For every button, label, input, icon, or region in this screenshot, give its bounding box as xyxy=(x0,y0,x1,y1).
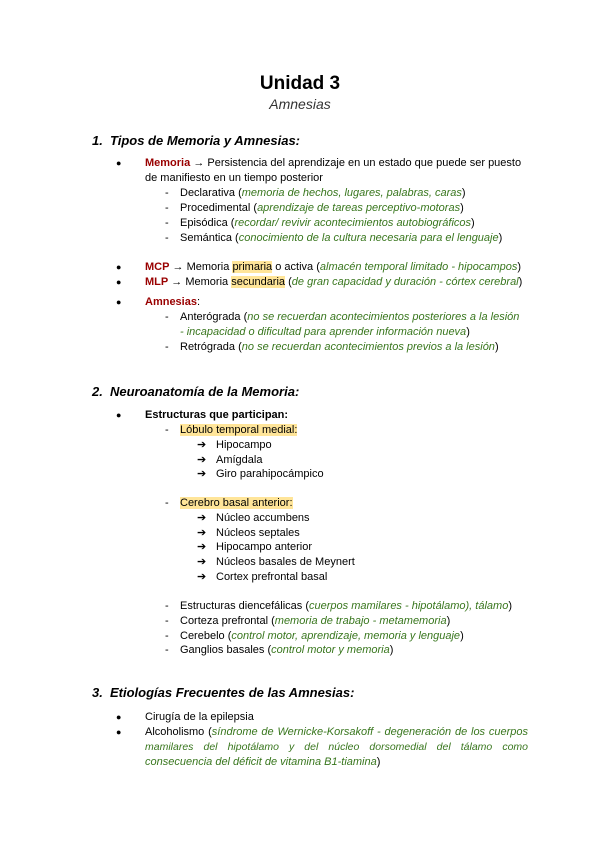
document-title: Unidad 3 xyxy=(259,73,341,94)
arrow-right-icon: ➔ xyxy=(197,556,207,568)
note: control motor y memoria xyxy=(271,644,390,656)
term: Memoria xyxy=(145,157,191,169)
cerebro-label xyxy=(180,496,293,510)
label: Estructuras diencefálicas xyxy=(180,600,303,612)
structures-label: Estructuras que participan: xyxy=(145,409,289,421)
list-item: Cortex prefrontal basal xyxy=(216,571,328,583)
term: MLP xyxy=(145,276,169,288)
memory-type-item: Declarativa (memoria de hechos, lugares, palabras, caras) xyxy=(180,187,466,199)
note: almacén temporal limitado - hipocampos xyxy=(319,261,518,273)
bullet-icon: ● xyxy=(116,727,122,737)
document-subtitle: Amnesias xyxy=(269,96,331,112)
memory-type-item: Episódica (recordar/ revivir acontecimientos autobiográficos) xyxy=(180,217,475,229)
term: MCP xyxy=(145,261,170,273)
section-1-number: 1. xyxy=(92,133,103,148)
bullet-icon: ● xyxy=(116,297,122,307)
etiology-item: Cirugía de la epilepsia xyxy=(145,711,254,723)
structure-item: Ganglios basales (control motor y memoria) xyxy=(180,644,394,656)
section-2-heading: Neuroanatomía de la Memoria: xyxy=(110,384,300,399)
dash-icon: - xyxy=(165,630,169,642)
label: Ganglios basales xyxy=(180,644,265,656)
memory-type-item: Procedimental (aprendizaje de tareas perceptivo-motoras) xyxy=(180,202,464,214)
colon: : xyxy=(196,296,201,308)
label: Alcoholismo xyxy=(145,726,205,738)
structure-item: Estructuras diencefálicas (cuerpos mamilares - hipotálamo), tálamo) xyxy=(180,600,512,612)
label: Cerebelo xyxy=(180,630,225,642)
list-item: Núcleos basales de Meynert xyxy=(216,556,355,568)
etiology-note-cont: consecuencia del déficit de vitamina B1-tiamina) xyxy=(145,756,381,768)
arrow-right-icon: ➔ xyxy=(197,439,207,451)
highlight: Cerebro basal anterior: xyxy=(180,497,293,509)
text: Memoria xyxy=(186,261,230,273)
dash-icon: - xyxy=(165,187,169,199)
mlp-item: MLP → Memoria secundaria (de gran capacidad y duración - córtex cerebral) xyxy=(145,276,523,288)
list-item: Amígdala xyxy=(216,454,263,466)
etiology-note-cont: mamilares del hipotálamo y del núcleo dorsomedial del tálamo como xyxy=(145,741,528,753)
arrow-right-icon: ➔ xyxy=(197,468,207,480)
note: aprendizaje de tareas perceptivo-motoras xyxy=(257,202,461,214)
amnesias-item xyxy=(145,295,200,309)
dash-icon: - xyxy=(165,341,169,353)
arrow-icon: → xyxy=(172,261,184,273)
definition-text-cont: de manifiesto en un tiempo posterior xyxy=(145,172,323,184)
dash-icon: - xyxy=(165,615,169,627)
section-3-heading: Etiologías Frecuentes de las Amnesias: xyxy=(110,685,355,700)
arrow-icon: → xyxy=(171,276,183,288)
list-item: Núcleos septales xyxy=(216,527,300,539)
dash-icon: - xyxy=(165,217,169,229)
note: no se recuerdan acontecimientos previos a la lesión xyxy=(241,341,495,353)
bullet-icon: ● xyxy=(116,262,122,272)
section-2-number: 2. xyxy=(92,384,103,399)
text: o activa xyxy=(275,261,314,273)
etiology-item: Alcoholismo (síndrome de Wernicke-Korsakoff - degeneración de los cuerpos xyxy=(145,726,528,738)
dash-icon: - xyxy=(165,424,169,436)
text: Memoria xyxy=(185,276,229,288)
anterograda-item: Anterógrada (no se recuerdan acontecimientos posteriores a la lesión xyxy=(180,311,520,323)
dash-icon: - xyxy=(165,232,169,244)
dash-icon: - xyxy=(165,497,169,509)
memoria-definition xyxy=(145,156,521,170)
label: Anterógrada xyxy=(180,311,241,323)
label: Corteza prefrontal xyxy=(180,615,269,627)
definition-text: Persistencia del aprendizaje en un estado que puede ser puesto xyxy=(207,157,522,169)
note: consecuencia del déficit de vitamina B1-tiamina xyxy=(145,756,377,768)
highlight: primaria xyxy=(232,261,273,273)
structure-item: Corteza prefrontal (memoria de trabajo - metamemoria) xyxy=(180,615,451,627)
note: memoria de hechos, lugares, palabras, caras xyxy=(241,187,462,199)
list-item: Núcleo accumbens xyxy=(216,512,310,524)
arrow-right-icon: ➔ xyxy=(197,454,207,466)
lobulo-label xyxy=(180,423,297,437)
arrow-right-icon: ➔ xyxy=(197,571,207,583)
anterograda-note-cont: - incapacidad o dificultad para aprender información nueva) xyxy=(180,326,470,338)
arrow-right-icon: ➔ xyxy=(197,527,207,539)
structure-item: Cerebelo (control motor, aprendizaje, memoria y lenguaje) xyxy=(180,630,464,642)
label: Semántica xyxy=(180,232,232,244)
note: síndrome de Wernicke-Korsakoff - degeneración de los cuerpos xyxy=(211,726,528,738)
bullet-icon: ● xyxy=(116,712,122,722)
note: no se recuerdan acontecimientos posteriores a la lesión xyxy=(247,311,520,323)
highlight: Lóbulo temporal medial: xyxy=(180,424,298,436)
bullet-icon: ● xyxy=(116,158,122,168)
dash-icon: - xyxy=(165,311,169,323)
list-item: Giro parahipocámpico xyxy=(216,468,324,480)
bullet-icon: ● xyxy=(116,277,122,287)
section-3-number: 3. xyxy=(92,685,103,700)
note: recordar/ revivir acontecimientos autobiográficos xyxy=(234,217,472,229)
note: control motor, aprendizaje, memoria y lenguaje xyxy=(231,630,461,642)
list-item: Hipocampo xyxy=(216,439,272,451)
label: Procedimental xyxy=(180,202,251,214)
highlight: secundaria xyxy=(231,276,286,288)
term: Amnesias xyxy=(145,296,197,308)
section-1-heading: Tipos de Memoria y Amnesias: xyxy=(110,133,301,148)
dash-icon: - xyxy=(165,600,169,612)
dash-icon: - xyxy=(165,202,169,214)
memory-type-item: Semántica (conocimiento de la cultura necesaria para el lenguaje) xyxy=(180,232,503,244)
retrograda-item: Retrógrada (no se recuerdan acontecimientos previos a la lesión) xyxy=(180,341,499,353)
mcp-item: MCP → Memoria primaria o activa (almacén temporal limitado - hipocampos) xyxy=(145,261,522,273)
arrow-right-icon: ➔ xyxy=(197,541,207,553)
note: - incapacidad o dificultad para aprender información nueva xyxy=(180,326,467,338)
note: memoria de trabajo - metamemoria xyxy=(274,615,447,627)
label: Retrógrada xyxy=(180,341,236,353)
bullet-icon: ● xyxy=(116,410,122,420)
note: de gran capacidad y duración - córtex cerebral xyxy=(291,276,519,288)
arrow-right-icon: ➔ xyxy=(197,512,207,524)
note: conocimiento de la cultura necesaria para el lenguaje xyxy=(238,232,499,244)
arrow-icon: → xyxy=(193,157,205,169)
label: Declarativa xyxy=(180,187,236,199)
dash-icon: - xyxy=(165,644,169,656)
label: Episódica xyxy=(180,217,228,229)
note: cuerpos mamilares - hipotálamo), tálamo xyxy=(309,600,509,612)
list-item: Hipocampo anterior xyxy=(216,541,312,553)
